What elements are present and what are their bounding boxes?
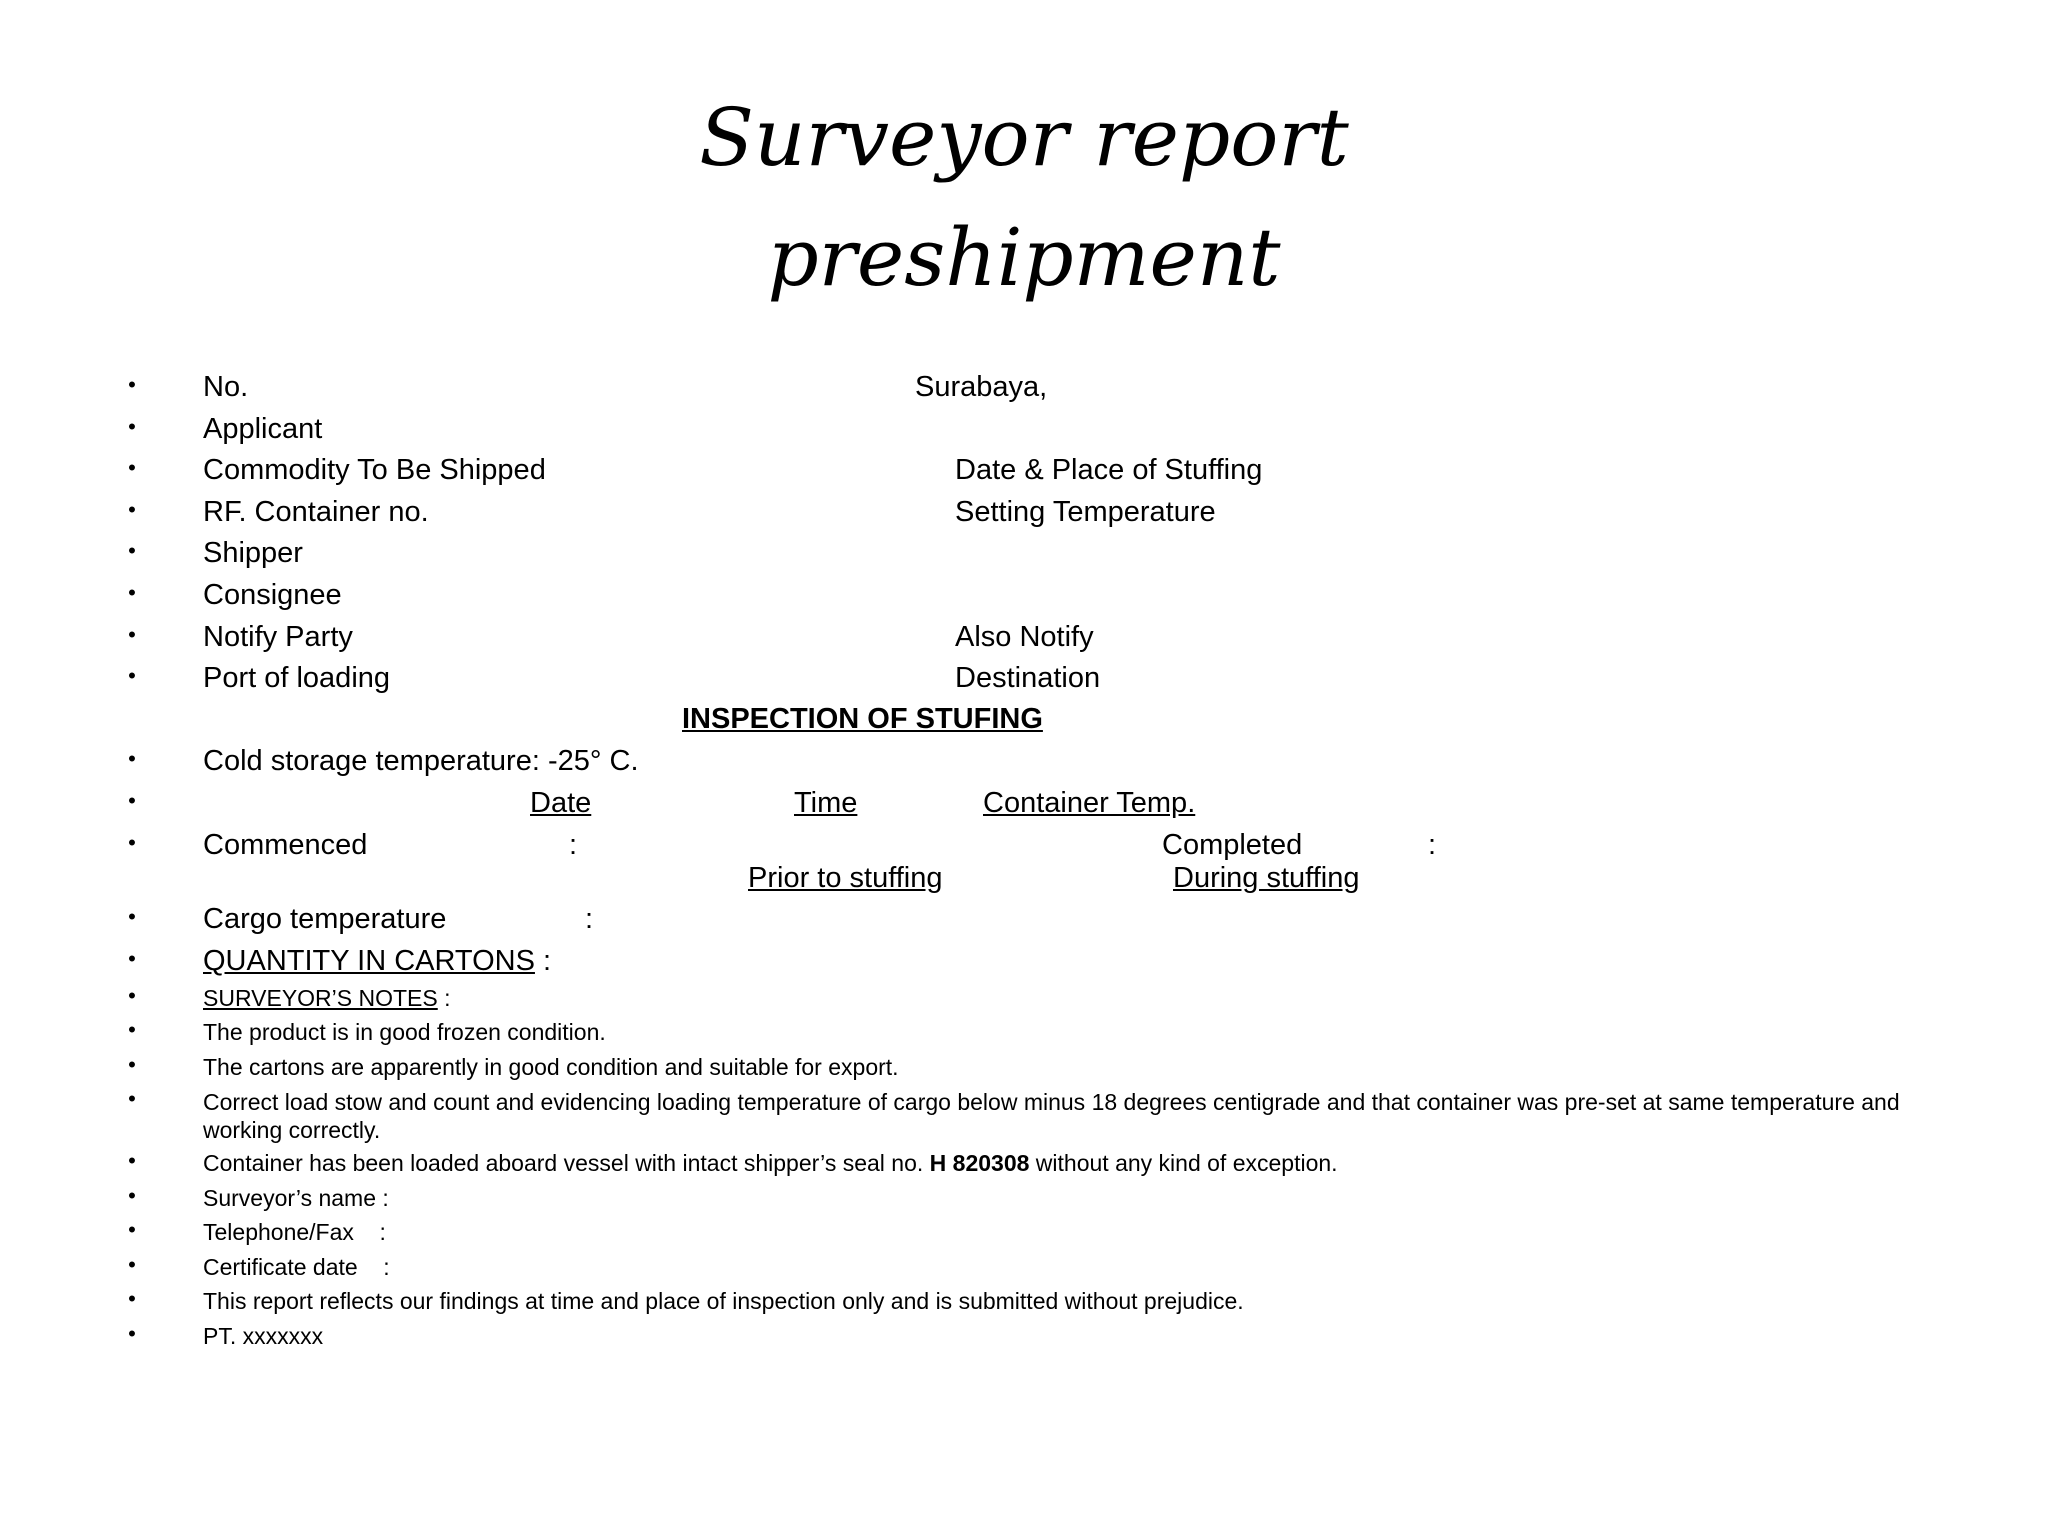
telephone-fax: Telephone/Fax :	[203, 1219, 386, 1245]
title-line-2: preshipment	[767, 211, 1281, 304]
bullet-22: •	[128, 1286, 136, 1311]
bullet-3: •	[128, 455, 136, 480]
bullet-5: •	[128, 538, 136, 563]
bullet-13: •	[128, 946, 136, 971]
field-notify-party: Notify Party	[203, 621, 353, 653]
bullet-20: •	[128, 1217, 136, 1242]
bullet-18: •	[128, 1148, 136, 1173]
during-stuffing: During stuffing	[1173, 862, 1360, 894]
company-name: PT. xxxxxxx	[203, 1323, 324, 1349]
surveyor-notes-heading	[203, 985, 451, 1013]
bullet-2: •	[128, 414, 136, 439]
surveyor-notes-label: SURVEYOR’S NOTES	[203, 985, 438, 1011]
bullet-4: •	[128, 497, 136, 522]
bullet-16: •	[128, 1052, 136, 1077]
bullet-7: •	[128, 622, 136, 647]
field-no: No.	[203, 371, 249, 403]
bullet-12: •	[128, 904, 136, 929]
bullet-21: •	[128, 1252, 136, 1277]
inspection-heading: INSPECTION OF STUFING	[682, 703, 1043, 735]
field-city: Surabaya,	[915, 371, 1048, 403]
note-cartons-condition: The cartons are apparently in good condition and suitable for export.	[203, 1054, 899, 1080]
note-load-stow: Correct load stow and count and evidencing loading temperature of cargo below minus 18 degrees centigrade and that container was pre-set at same temperature and working correctly.	[203, 1089, 1900, 1143]
bullet-17: •	[128, 1086, 136, 1111]
seal-number: H 820308	[929, 1150, 1030, 1176]
commenced-colon: :	[569, 829, 578, 861]
surveyor-name: Surveyor’s name :	[203, 1185, 389, 1211]
field-shipper: Shipper	[203, 537, 303, 569]
bullet-23: •	[128, 1321, 136, 1346]
column-time: Time	[794, 787, 858, 819]
note-seal-post: without any kind of exception.	[1029, 1150, 1338, 1176]
field-consignee: Consignee	[203, 579, 342, 611]
quantity-label: QUANTITY IN CARTONS	[203, 945, 535, 977]
field-also-notify: Also Notify	[955, 621, 1094, 653]
note-seal	[203, 1150, 1338, 1178]
column-container-temp: Container Temp.	[983, 787, 1196, 819]
commenced-label: Commenced	[203, 829, 368, 861]
bullet-6: •	[128, 580, 136, 605]
title-line-1: Surveyor report	[699, 91, 1349, 184]
bullet-11: •	[128, 830, 136, 855]
bullet-14: •	[128, 983, 136, 1008]
completed-label: Completed	[1162, 829, 1303, 861]
note-frozen-condition: The product is in good frozen condition.	[203, 1019, 606, 1045]
cold-storage-temperature: Cold storage temperature: -25° C.	[203, 745, 639, 777]
note-seal-pre: Container has been loaded aboard vessel with intact shipper’s seal no.	[203, 1150, 930, 1176]
bullet-10: •	[128, 788, 136, 813]
field-setting-temperature: Setting Temperature	[955, 496, 1216, 528]
field-date-place-stuffing: Date & Place of Stuffing	[955, 454, 1263, 486]
cargo-temperature-label: Cargo temperature	[203, 903, 447, 935]
bullet-9: •	[128, 746, 136, 771]
field-destination: Destination	[955, 662, 1101, 694]
quantity-colon: :	[534, 945, 552, 977]
quantity-in-cartons	[203, 947, 551, 976]
bullet-19: •	[128, 1183, 136, 1208]
certificate-date: Certificate date :	[203, 1254, 390, 1280]
completed-colon: :	[1428, 829, 1437, 861]
field-port-of-loading: Port of loading	[203, 662, 391, 694]
bullet-8: •	[128, 663, 136, 688]
column-date: Date	[530, 787, 592, 819]
prior-to-stuffing: Prior to stuffing	[748, 862, 943, 894]
field-rf-container: RF. Container no.	[203, 496, 429, 528]
field-commodity: Commodity To Be Shipped	[203, 454, 546, 486]
bullet-15: •	[128, 1017, 136, 1042]
field-applicant: Applicant	[203, 413, 323, 445]
disclaimer: This report reflects our findings at time and place of inspection only and is submitted without prejudice.	[203, 1288, 1244, 1314]
surveyor-notes-colon: :	[437, 985, 451, 1011]
bullet-1: •	[128, 372, 136, 397]
cargo-temperature-colon: :	[585, 903, 594, 935]
